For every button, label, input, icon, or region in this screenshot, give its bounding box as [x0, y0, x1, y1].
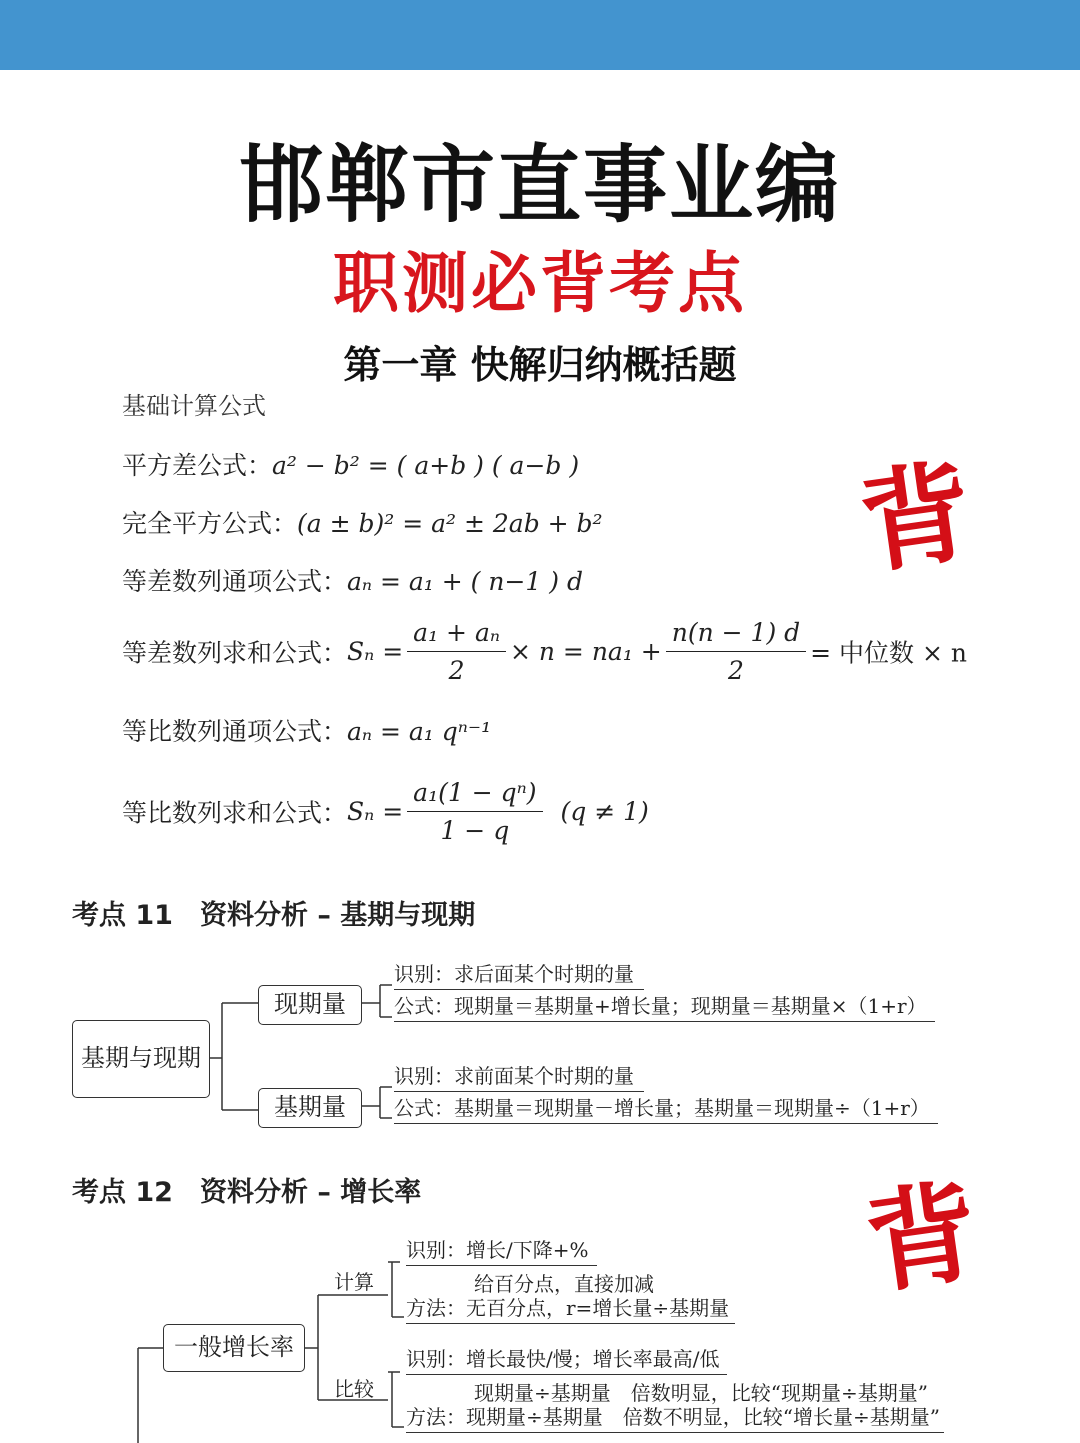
compare-method-b	[406, 1401, 944, 1433]
formula-label: 完全平方公式：	[122, 509, 298, 538]
mindmap-root-base-current: 基期与现期	[72, 1020, 210, 1098]
formula-expr: (a ± b)² = a² ± 2ab + b²	[297, 509, 603, 538]
formula-section-title: 基础计算公式	[122, 392, 266, 420]
branch-calc-label: 计算	[334, 1270, 374, 1294]
formula-expr: aₙ = a₁ qⁿ⁻¹	[347, 717, 492, 746]
current-identify: 识别：求后面某个时期的量	[394, 958, 644, 990]
formula-lhs: Sₙ =	[347, 797, 404, 826]
fraction-denominator: 2	[448, 656, 465, 685]
formula-tail: = 中位数 × n	[810, 638, 967, 668]
memorize-stamp: 背	[852, 445, 980, 589]
fraction-numerator: a₁(1 − qⁿ)	[407, 778, 542, 812]
mindmap-node-current: 现期量	[258, 985, 362, 1025]
calc-method-a: 给百分点，直接加减	[474, 1272, 654, 1296]
mindmap-node-base: 基期量	[258, 1088, 362, 1128]
fraction-denominator: 1 − q	[440, 816, 510, 845]
mindmap-root-growth-rate: 一般增长率	[163, 1324, 305, 1372]
current-formula: 公式：现期量＝基期量+增长量；现期量＝基期量×（1+r）	[394, 990, 935, 1022]
formula-label: 平方差公式：	[122, 451, 273, 480]
formula-label: 等差数列通项公式：	[122, 567, 348, 596]
calc-method-b	[406, 1292, 735, 1324]
page-title: 邯郸市直事业编	[238, 136, 841, 234]
calc-identify: 识别：增长/下降+%	[406, 1234, 597, 1266]
page-subtitle: 职测必背考点	[333, 245, 747, 322]
memorize-stamp: 背	[858, 1165, 986, 1309]
chapter-heading: 第一章 快解归纳概括题	[343, 343, 737, 387]
fraction-denominator: 2	[728, 656, 744, 685]
formula-mid: × n = na₁ +	[509, 637, 662, 666]
formula-expr: aₙ = a₁ + ( n−1 ) d	[347, 567, 583, 596]
branch-compare-label: 比较	[334, 1377, 374, 1401]
base-identify: 识别：求前面某个时期的量	[394, 1060, 644, 1092]
formula-lhs: Sₙ =	[347, 637, 404, 666]
kaodian-12-title: 考点 12 资料分析 – 增长率	[72, 1177, 422, 1208]
formula-expr: a² − b² = ( a+b ) ( a−b )	[272, 451, 580, 480]
base-formula: 公式：基期量＝现期量－增长量；基期量＝现期量÷（1+r）	[394, 1092, 938, 1124]
fraction-numerator: a₁ + aₙ	[407, 618, 506, 652]
formula-label: 等差数列求和公式：	[122, 638, 348, 668]
formula-condition: (q ≠ 1)	[560, 797, 649, 826]
compare-method-a: 现期量÷基期量 倍数明显，比较“现期量÷基期量”	[474, 1381, 928, 1405]
formula-label: 等比数列求和公式：	[122, 798, 348, 828]
formula-label: 等比数列通项公式：	[122, 717, 348, 746]
method-text: 现期量÷基期量 倍数不明显，比较“增长量÷基期量”	[466, 1405, 940, 1429]
fraction-numerator: n(n − 1) d	[666, 618, 806, 652]
kaodian-11-title: 考点 11 资料分析 – 基期与现期	[72, 900, 476, 931]
method-prefix: 方法：	[406, 1405, 466, 1429]
method-prefix: 方法：	[406, 1296, 466, 1320]
method-text: 无百分点，r=增长量÷基期量	[466, 1296, 730, 1320]
compare-identify: 识别：增长最快/慢；增长率最高/低	[406, 1343, 727, 1375]
